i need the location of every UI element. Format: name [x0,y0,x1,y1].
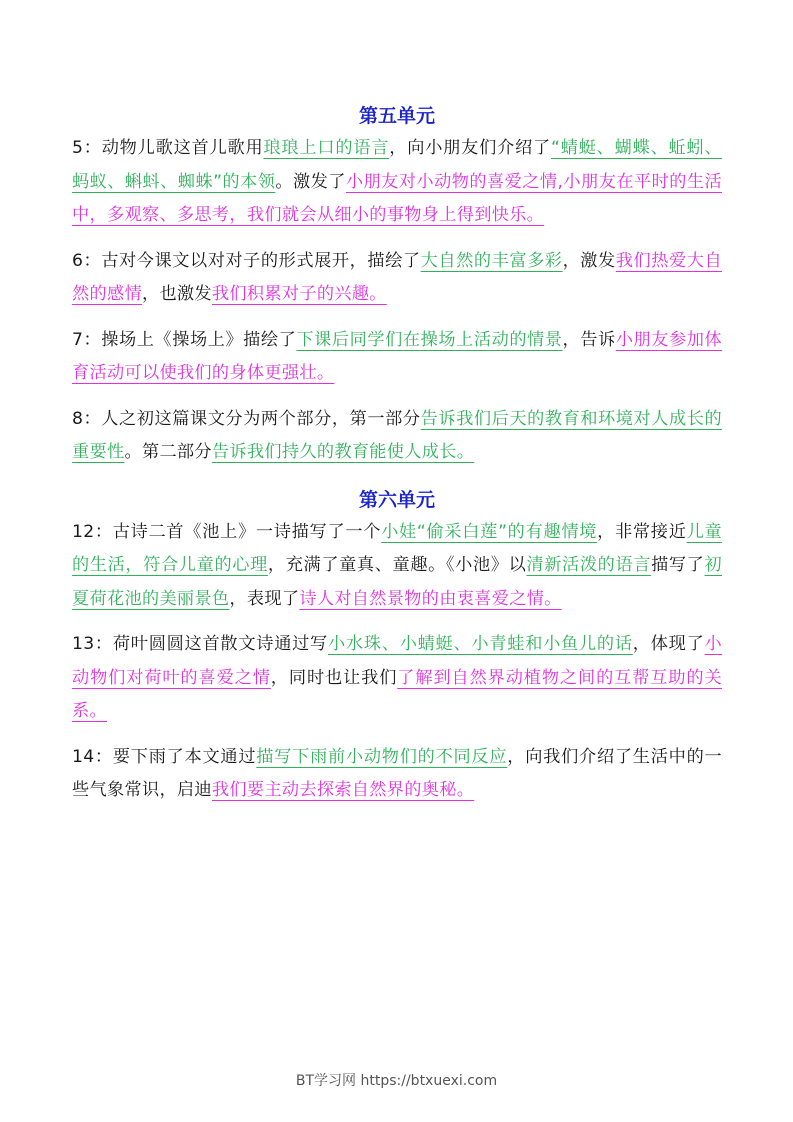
highlight-green-text: 下课后同学们在操场上活动的情景 [296,329,563,350]
body-text: 。激发了 [275,171,346,192]
body-text: 14：要下雨了本文通过 [72,746,257,767]
body-text: ，表现了 [229,588,300,609]
summary-paragraph [72,324,722,391]
summary-paragraph [72,245,722,312]
highlight-green-text: 清新活泼的语言 [526,555,652,575]
highlight-pink-text: 我们热爱大自然的感情 [72,250,722,304]
highlight-green-text: 告诉我们持久的教育能使人成长。 [211,442,475,462]
body-text: 描写了 [651,555,705,575]
highlight-green-text: 小水珠、小蜻蜓、小青蛙和小鱼儿的话 [327,634,633,654]
section-title-unit6: 第六单元 [358,488,435,511]
body-text: 。第二部分 [124,442,212,462]
highlight-green-text: 告诉我们后天的教育和环境对人成长的重要性 [72,408,723,462]
highlight-pink-text: 小朋友参加体育活动可以使我们的身体更强壮。 [72,329,722,383]
document-page [72,100,722,820]
highlight-pink-text: 我们积累对子的兴趣。 [211,284,387,304]
body-text: 5：动物儿歌这首儿歌用 [72,138,264,158]
highlight-green-text: “蜻蜓、蝴蝶、蚯蚓、蚂蚁、蝌蚪、蜘蛛”的本领 [72,138,722,192]
body-text: 13：荷叶圆圆这首散文诗通过写 [72,634,328,654]
highlight-green-text: 小娃“偷采白莲”的有趣情境 [381,521,598,542]
body-text: ，体现了 [632,634,705,654]
summary-paragraph [72,628,722,729]
body-text: ，非常接近 [597,521,687,542]
highlight-pink-text: 了解到自然界动植物之间的互帮互助的关系。 [72,667,722,721]
body-text: ，充满了童真、童趣。《小池》以 [267,555,527,575]
body-text: ，也激发 [141,284,212,304]
body-text: ，告诉 [562,329,616,350]
unit5-paragraphs [72,132,722,470]
highlight-green-text: 大自然的丰富多彩 [420,250,563,271]
unit6-paragraphs [72,516,722,808]
body-text: ，向小朋友们介绍了 [389,138,552,158]
highlight-pink-text: 小动物们对荷叶的喜爱之情 [72,634,722,688]
highlight-green-text: 初夏荷花池的美丽景色 [72,555,722,609]
body-text: ，激发 [562,250,616,271]
body-text: 12：古诗二首《池上》一诗描写了一个 [72,521,382,542]
body-text: ，同时也让我们 [270,667,398,688]
highlight-green-text: 描写下雨前小动物们的不同反应 [256,746,508,767]
body-text: ，向我们介绍了生活中的一些气象常识，启迪 [72,746,723,800]
highlight-green-text: 儿童的生活，符合儿童的心理 [72,521,722,575]
summary-paragraph [72,403,722,470]
body-text: 8：人之初这篇课文分为两个部分，第一部分 [72,408,421,429]
highlight-green-text: 琅琅上口的语言 [263,138,390,158]
body-text: 6：古对今课文以对对子的形式展开，描绘了 [72,250,421,271]
highlight-pink-text: 诗人对自然景物的由衷喜爱之情。 [299,588,562,609]
section-title-unit5: 第五单元 [358,105,435,127]
body-text: 7：操场上《操场上》描绘了 [72,329,297,350]
summary-paragraph [72,516,722,617]
summary-paragraph [72,132,722,233]
highlight-pink-text: 小朋友对小动物的喜爱之情,小朋友在平时的生活中，多观察、多思考，我们就会从细小的事物身上得到快乐。 [72,171,722,225]
summary-paragraph [72,741,722,808]
footer-watermark: BT学习网 https://btxuexi.com [295,1073,498,1089]
highlight-pink-text: 我们要主动去探索自然界的奥秘。 [211,780,475,800]
